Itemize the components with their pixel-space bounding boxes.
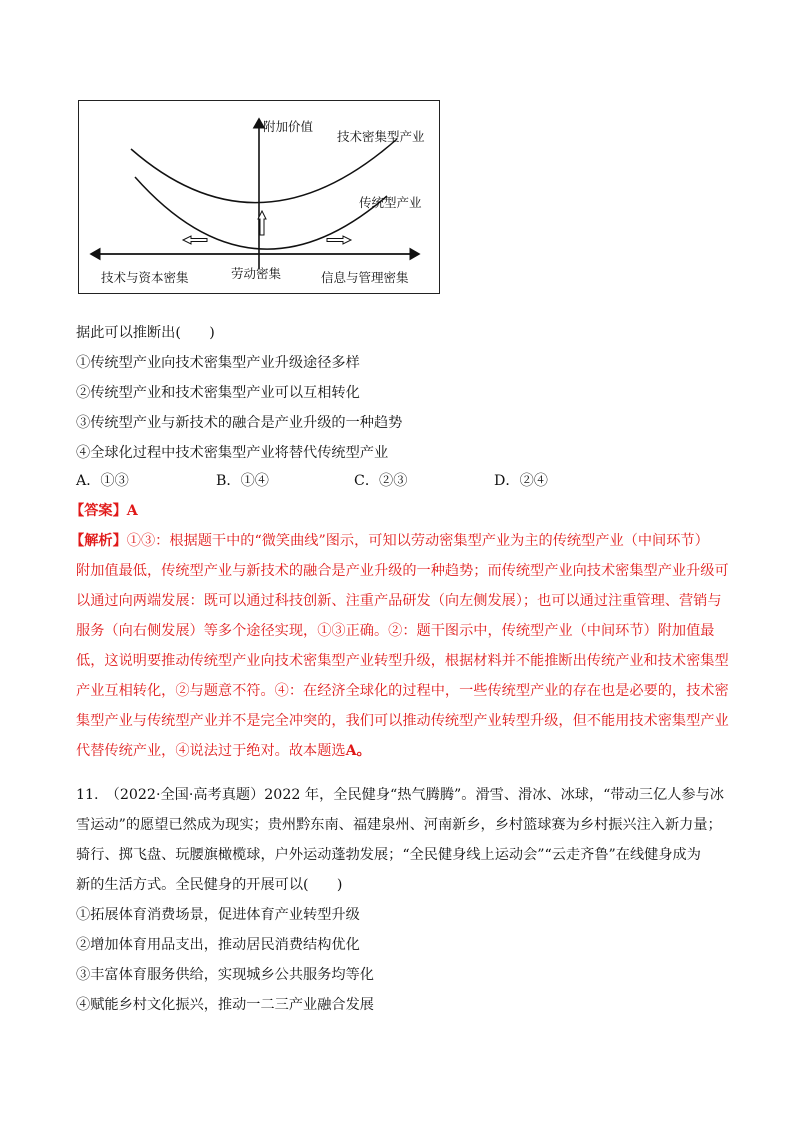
q11-stem-line-2: 雪运动”的愿望已然成为现实；贵州黔东南、福建泉州、河南新乡，乡村篮球赛为乡村振兴注入新力量； xyxy=(76,817,722,833)
x-center-label: 劳动密集 xyxy=(231,266,282,281)
q11-stem-line-1: 11. （2022·全国·高考真题）2022 年，全民健身“热气腾腾”。滑雪、滑冰、冰球，“带动三亿人参与冰 xyxy=(76,787,724,803)
q10-item-1: ①传统型产业向技术密集型产业升级途径多样 xyxy=(76,355,360,371)
analysis-line-1: 【解析】①③：根据题干中的“微笑曲线”图示，可知以劳动密集型产业为主的传统型产业（中间环节） xyxy=(70,533,709,549)
answer-tag: 【答案】 xyxy=(70,503,127,519)
curve-top-label: 技术密集型产业 xyxy=(337,129,425,144)
analysis-line-6: 产业互相转化，②与题意不符。④：在经济全球化的过程中，一些传统型产业的存在也是必要的，技术密 xyxy=(76,683,729,699)
q11-stem-line-4: 新的生活方式。全民健身的开展可以( ) xyxy=(76,877,343,893)
q10-option-a: A．①③ xyxy=(76,473,129,489)
q10-answer xyxy=(70,501,138,521)
left-hollow-arrow xyxy=(183,236,207,244)
q10-option-d: D．②④ xyxy=(494,473,548,489)
y-axis-label: 附加价值 xyxy=(263,119,314,134)
curve-technology-intensive xyxy=(131,139,397,203)
q10-option-b: B．①④ xyxy=(216,473,269,489)
analysis-end: A。 xyxy=(345,743,371,759)
q11-item-3: ③丰富体育服务供给，实现城乡公共服务均等化 xyxy=(76,967,374,983)
analysis-line-5: 低，这说明要推动传统型产业向技术密集型产业转型升级，根据材料并不能推断出传统产业和技术密集型 xyxy=(76,653,729,669)
curve-bottom-label: 传统型产业 xyxy=(359,195,422,210)
q11-item-2: ②增加体育用品支出，推动居民消费结构优化 xyxy=(76,937,360,953)
smile-curve-figure xyxy=(78,100,440,294)
q10-item-4: ④全球化过程中技术密集型产业将替代传统型产业 xyxy=(76,445,389,461)
q11-item-1: ①拓展体育消费场景，促进体育产业转型升级 xyxy=(76,907,360,923)
q10-stem: 据此可以推断出( ) xyxy=(76,325,215,341)
q10-item-3: ③传统型产业与新技术的融合是产业升级的一种趋势 xyxy=(76,415,403,431)
analysis-line-3: 以通过向两端发展：既可以通过科技创新、注重产品研发（向左侧发展）；也可以通过注重管理、营销与 xyxy=(76,593,722,609)
q11-stem-line-3: 骑行、掷飞盘、玩腰旗橄榄球，户外运动蓬勃发展；“全民健身线上运动会”“云走齐鲁”在线健身成为 xyxy=(76,847,701,863)
analysis-line-8: 代替传统产业，④说法过于绝对。故本题选A。 xyxy=(76,743,371,759)
q10-item-2: ②传统型产业和技术密集型产业可以互相转化 xyxy=(76,385,360,401)
analysis-line-2: 附加值最低，传统型产业与新技术的融合是产业升级的一种趋势；而传统型产业向技术密集型产业升级可 xyxy=(76,563,729,579)
x-right-label: 信息与管理密集 xyxy=(321,270,409,285)
analysis-line-7: 集型产业与传统型产业并不是完全冲突的，我们可以推动传统型产业转型升级，但不能用技术密集型产业 xyxy=(76,713,729,729)
analysis-tag: 【解析】 xyxy=(70,533,127,549)
right-hollow-arrow xyxy=(327,236,351,244)
analysis-line-4: 服务（向右侧发展）等多个途径实现，①③正确。②：题干图示中，传统型产业（中间环节）附加值最 xyxy=(76,623,715,639)
answer-value: A xyxy=(126,503,138,519)
x-left-label: 技术与资本密集 xyxy=(101,270,189,285)
q11-item-4: ④赋能乡村文化振兴，推动一二三产业融合发展 xyxy=(76,997,374,1013)
q10-option-c: C．②③ xyxy=(354,473,408,489)
